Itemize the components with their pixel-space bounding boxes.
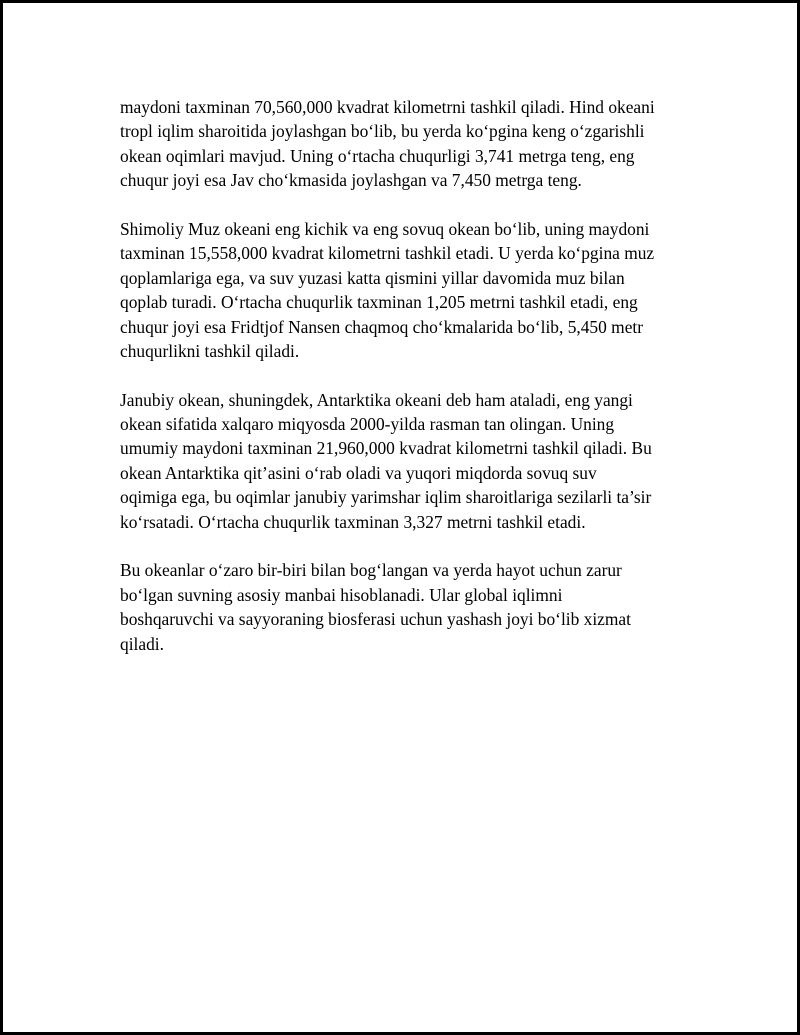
text-line: tropl iqlim sharoitida joylashgan bo‘lib, bu yerda ko‘pgina keng o‘zgarishli [120, 121, 645, 142]
text-line: taxminan 15,558,000 kvadrat kilometrni tashkil etadi. U yerda ko‘pgina muz [120, 243, 655, 264]
text-line: okean Antarktika qit’asini o‘rab oladi va yuqori miqdorda sovuq suv [120, 462, 597, 483]
text-line: boshqaruvchi va sayyoraning biosferasi uchun yashash joyi bo‘lib xizmat [120, 609, 631, 630]
document-body [120, 95, 700, 680]
text-line: okean oqimlari mavjud. Uning o‘rtacha chuqurligi 3,741 metrga teng, eng [120, 145, 635, 166]
text-line: qiladi. [120, 633, 164, 654]
text-line: okean sifatida xalqaro miqyosda 2000-yilda rasman tan olingan. Uning [120, 414, 615, 435]
text-line: Bu okeanlar o‘zaro bir-biri bilan bog‘langan va yerda hayot uchun zarur [120, 560, 622, 581]
paragraph-conclusion [120, 558, 700, 656]
text-line: oqimiga ega, bu oqimlar janubiy yarimshar iqlim sharoitlariga sezilarli ta’sir [120, 487, 652, 508]
text-line: chuqurlikni tashkil qiladi. [120, 340, 300, 361]
text-line: bo‘lgan suvning asosiy manbai hisoblanadi. Ular global iqlimni [120, 584, 563, 605]
text-line: Janubiy okean, shuningdek, Antarktika okeani deb ham ataladi, eng yangi [120, 389, 633, 410]
text-line: qoplamlariga ega, va suv yuzasi katta qismini yillar davomida muz bilan [120, 267, 625, 288]
paragraph-southern-ocean [120, 388, 700, 534]
text-line: umumiy maydoni taxminan 21,960,000 kvadrat kilometrni tashkil qiladi. Bu [120, 438, 652, 459]
paragraph-indian-ocean [120, 95, 700, 193]
text-line: qoplab turadi. O‘rtacha chuqurlik taxminan 1,205 metrni tashkil etadi, eng [120, 292, 638, 313]
text-line: chuqur joyi esa Jav cho‘kmasida joylashgan va 7,450 metrga teng. [120, 170, 582, 191]
text-line: chuqur joyi esa Fridtjof Nansen chaqmoq cho‘kmalarida bo‘lib, 5,450 metr [120, 316, 644, 337]
paragraph-arctic-ocean [120, 217, 700, 363]
text-line: ko‘rsatadi. O‘rtacha chuqurlik taxminan 3,327 metrni tashkil etadi. [120, 511, 586, 532]
text-line: maydoni taxminan 70,560,000 kvadrat kilometrni tashkil qiladi. Hind okeani [120, 97, 655, 117]
text-line: Shimoliy Muz okeani eng kichik va eng sovuq okean bo‘lib, uning maydoni [120, 218, 650, 239]
